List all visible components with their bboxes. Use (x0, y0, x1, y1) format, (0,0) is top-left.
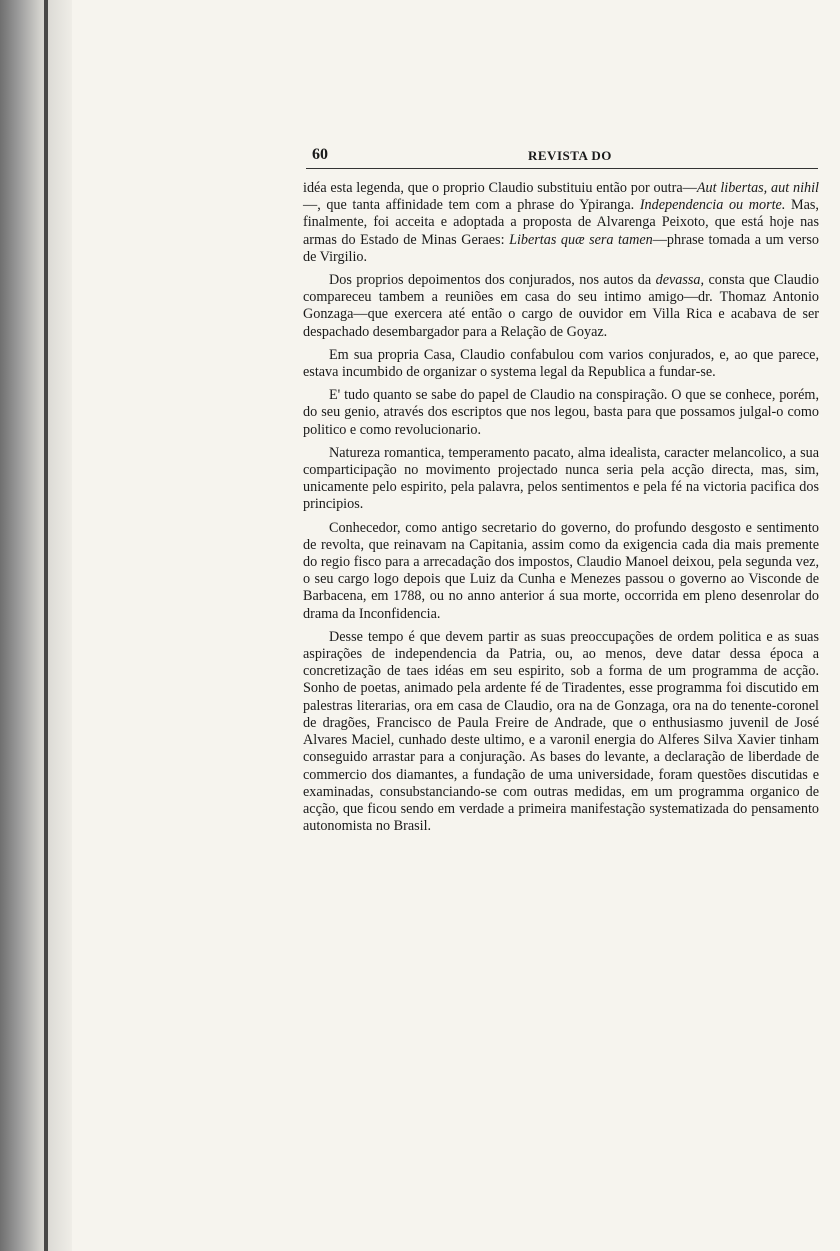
text-run: idéa esta legenda, que o proprio Claudio substituiu então por outra— (303, 180, 697, 196)
page-header (306, 138, 818, 166)
text-run: Mas, finalmente, foi acceita e adoptada a proposta de Alvarenga Peixoto, que está hoje nas armas do Estado de Minas Geraes: (303, 197, 819, 248)
paragraph-6: Conhecedor, como antigo secretario do governo, do profundo desgosto e sentimento de revolta, que reinavam na Capitania, assim como da exigencia cada dia mais premente do regio fisco para a arrecadação dos impostos, Claudio Manoel deixou, pela segunda vez, o seu cargo logo depois que Luiz da Cunha e Menezes passou o governo ao Visconde de Barbacena, em 1788, ou no anno anterior á sua morte, occorrida em pleno desenrolar do drama da Inconfidencia. (303, 519, 819, 622)
paragraph-3: Em sua propria Casa, Claudio confabulou com varios conjurados, e, ao que parece, estava incumbido de organizar o systema legal da Republica a fundar-se. (303, 346, 819, 381)
binding-edge (44, 0, 48, 1251)
text-run: consta que Claudio compareceu tambem a reuniões em casa do seu intimo amigo—dr. Thomaz Antonio Gonzaga—que exercera até então o cargo de ouvidor em Villa Rica e acabava de ser despachado desembargador para a Relação de Goyaz. (303, 272, 819, 340)
paragraph-7: Desse tempo é que devem partir as suas preoccupações de ordem politica e as suas aspirações de independencia da Patria, ou, ao menos, deve datar dessa época a concretização de taes idéas em seu espirito, sob a forma de um programma de acção. Sonho de poetas, animado pela ardente fé de Tiradentes, esse programma foi discutido em palestras literarias, ora em casa de Claudio, ora na de Gonzaga, ora na do tenente-coronel de dragões, Francisco de Paula Freire de Andrade, que o enthusiasmo juvenil de José Alvares Maciel, cunhado deste ultimo, e a varonil energia do Alferes Silva Xavier tinham conseguido arrastar para a conjuração. As bases do levante, a declaração de liberdade de commercio dos diamantes, a fundação de uma universidade, foram questões discutidas e examinadas, consubstanciando-se com outras medidas, em um programma organico de acção, que ficou sendo em verdade a primeira manifestação systematizada do pensamento autonomista no Brasil. (303, 628, 819, 835)
emphasis-term: devassa, (655, 272, 705, 289)
text-run: —phrase tomada a um verso de Virgilio. (303, 231, 819, 265)
quote-motto: Aut libertas, aut nihil (696, 180, 819, 196)
paragraph-2 (303, 272, 819, 341)
quote-motto: Libertas quæ sera tamen (509, 231, 653, 248)
paragraph-4: E' tudo quanto se sabe do papel de Claudio na conspiração. O que se conhece, porém, do seu genio, através dos escriptos que nos legou, basta para que possamos julgal-o como politico e como revolucionario. (303, 387, 819, 438)
paragraph-1 (303, 180, 819, 266)
paragraph-5: Natureza romantica, temperamento pacato, alma idealista, caracter melancolico, a sua comparticipação no movimento projectado nunca seria pela acção directa, mas, sim, unicamente pelo espirito, pela palavra, pelos sentimentos e pela fé na victoria pacifica dos principios. (303, 444, 819, 513)
text-run: —, que tanta affinidade tem com a phrase do Ypiranga. (303, 197, 640, 214)
running-title: REVISTA DO (528, 148, 612, 163)
quote-motto: Independencia ou morte. (639, 197, 786, 214)
page-number: 60 (312, 146, 328, 163)
page-binding-shadow (0, 0, 72, 1251)
text-run: Dos proprios depoimentos dos conjurados, nos autos da (329, 272, 656, 289)
body-text (303, 180, 819, 841)
header-rule (306, 168, 818, 169)
